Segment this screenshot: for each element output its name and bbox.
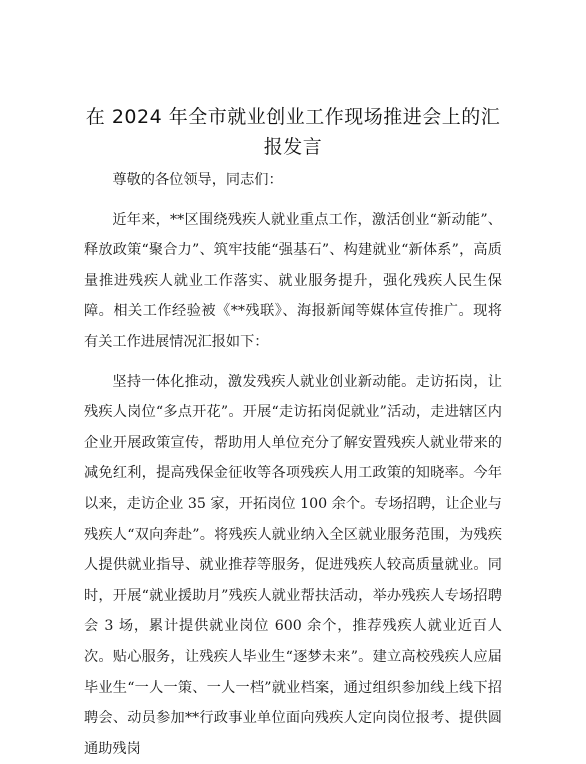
salutation: 尊敬的各位领导，同志们： xyxy=(112,172,283,188)
paragraph-intro: 近年来，**区围绕残疾人就业重点工作，激活创业“新动能”、释放政策“聚合力”、筑牢技能“强基石”、构建就业“新体系”，高质量推进残疾人就业工作落实、就业服务提升，强化残疾人民生保障。相关工作经验被《**残联》、海报新闻等媒体宣传推广。现将有关工作进展情况汇报如下： xyxy=(84,211,502,350)
paragraph-employment: 坚持一体化推动，激发残疾人就业创业新动能。走访拓岗，让残疾人岗位“多点开花”。开展“走访拓岗促就业”活动，走进辖区内企业开展政策宣传，帮助用人单位充分了解安置残疾人就业带来的减免红利，提高残保金征收等各项残疾人用工政策的知晓率。今年以来，走访企业 35 家，开拓岗位 100 余个。专场招聘，让企业与残疾人“双向奔赴”。将残疾人就业纳入全区就业服务范围，为残疾人提供就业指导、就业推荐等服务，促进残疾人较高质量就业。同时，开展“就业援助月”残疾人就业帮扶活动，举办残疾人专场招聘会 3 场，累计提供就业岗位 600 余个，推荐残疾人就业近百人次。贴心服务，让残疾人毕业生“逐梦未来”。建立高校残疾人应届毕业生“一人一策、一人一档”就业档案，通过组织参加线上线下招聘会、动员参加**行政事业单位面向残疾人定向岗位报考、提供圆通助残岗 xyxy=(84,373,502,757)
document-title: 在 2024 年全市就业创业工作现场推进会上的汇报发言 xyxy=(85,106,501,158)
document-body xyxy=(84,165,502,764)
